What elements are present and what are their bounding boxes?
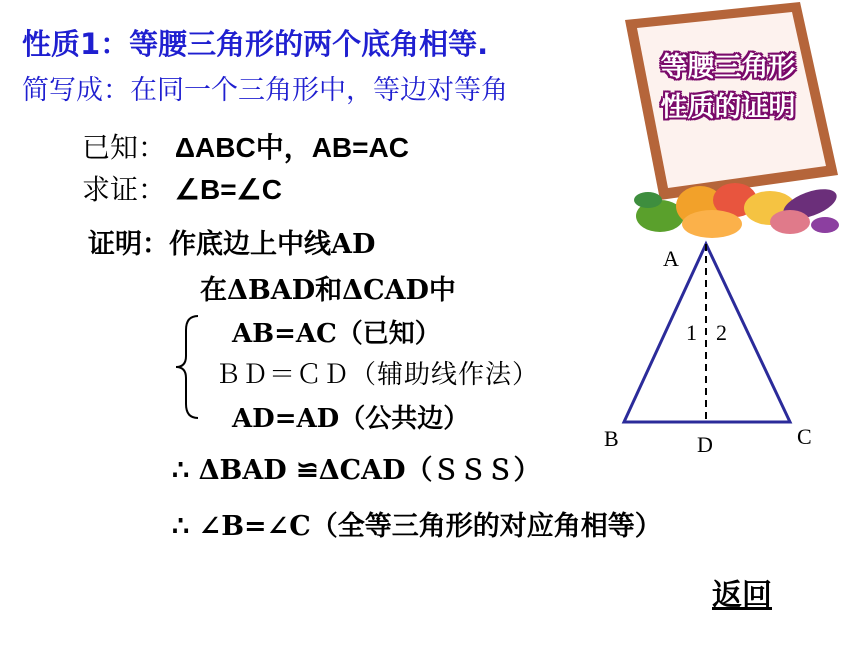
property-summary: 简写成：在同一个三角形中，等边对等角 [22, 75, 508, 106]
sign-line-1: 等腰三角形 [660, 52, 796, 83]
prove-label: 求证： [82, 173, 167, 206]
back-link[interactable]: 返回 [712, 578, 772, 613]
proof-conclusion-congruent: ∴ ΔBAD ≌ΔCAD（ＳＳＳ） [172, 455, 541, 486]
property-title: 性质1：等腰三角形的两个底角相等. [22, 27, 489, 61]
point-d-label: D [697, 432, 713, 457]
sign-line-2: 性质的证明 [660, 92, 796, 123]
proof-heading: 证明：作底边上中线AD [88, 229, 376, 260]
given-content: ΔABC中，AB=AC [174, 132, 409, 163]
angle-2-label: 2 [716, 320, 727, 345]
proof-step-3: AD=AD（公共边） [232, 404, 470, 434]
proof-triangles: 在ΔBAD和ΔCAD中 [200, 275, 456, 306]
proof-conclusion-angles: ∴ ∠B=∠C（全等三角形的对应角相等） [172, 511, 662, 542]
angle-1-label: 1 [686, 320, 697, 345]
given-label: 已知： [82, 131, 167, 164]
proof-step-2: ＢＤ＝ＣＤ（辅助线作法） [215, 360, 540, 390]
vertex-a-label: A [663, 246, 679, 271]
vertex-b-label: B [604, 426, 619, 451]
vertex-c-label: C [797, 424, 812, 449]
prove-content: ∠B=∠C [174, 174, 282, 205]
proof-step-1: AB=AC（已知） [232, 319, 441, 349]
